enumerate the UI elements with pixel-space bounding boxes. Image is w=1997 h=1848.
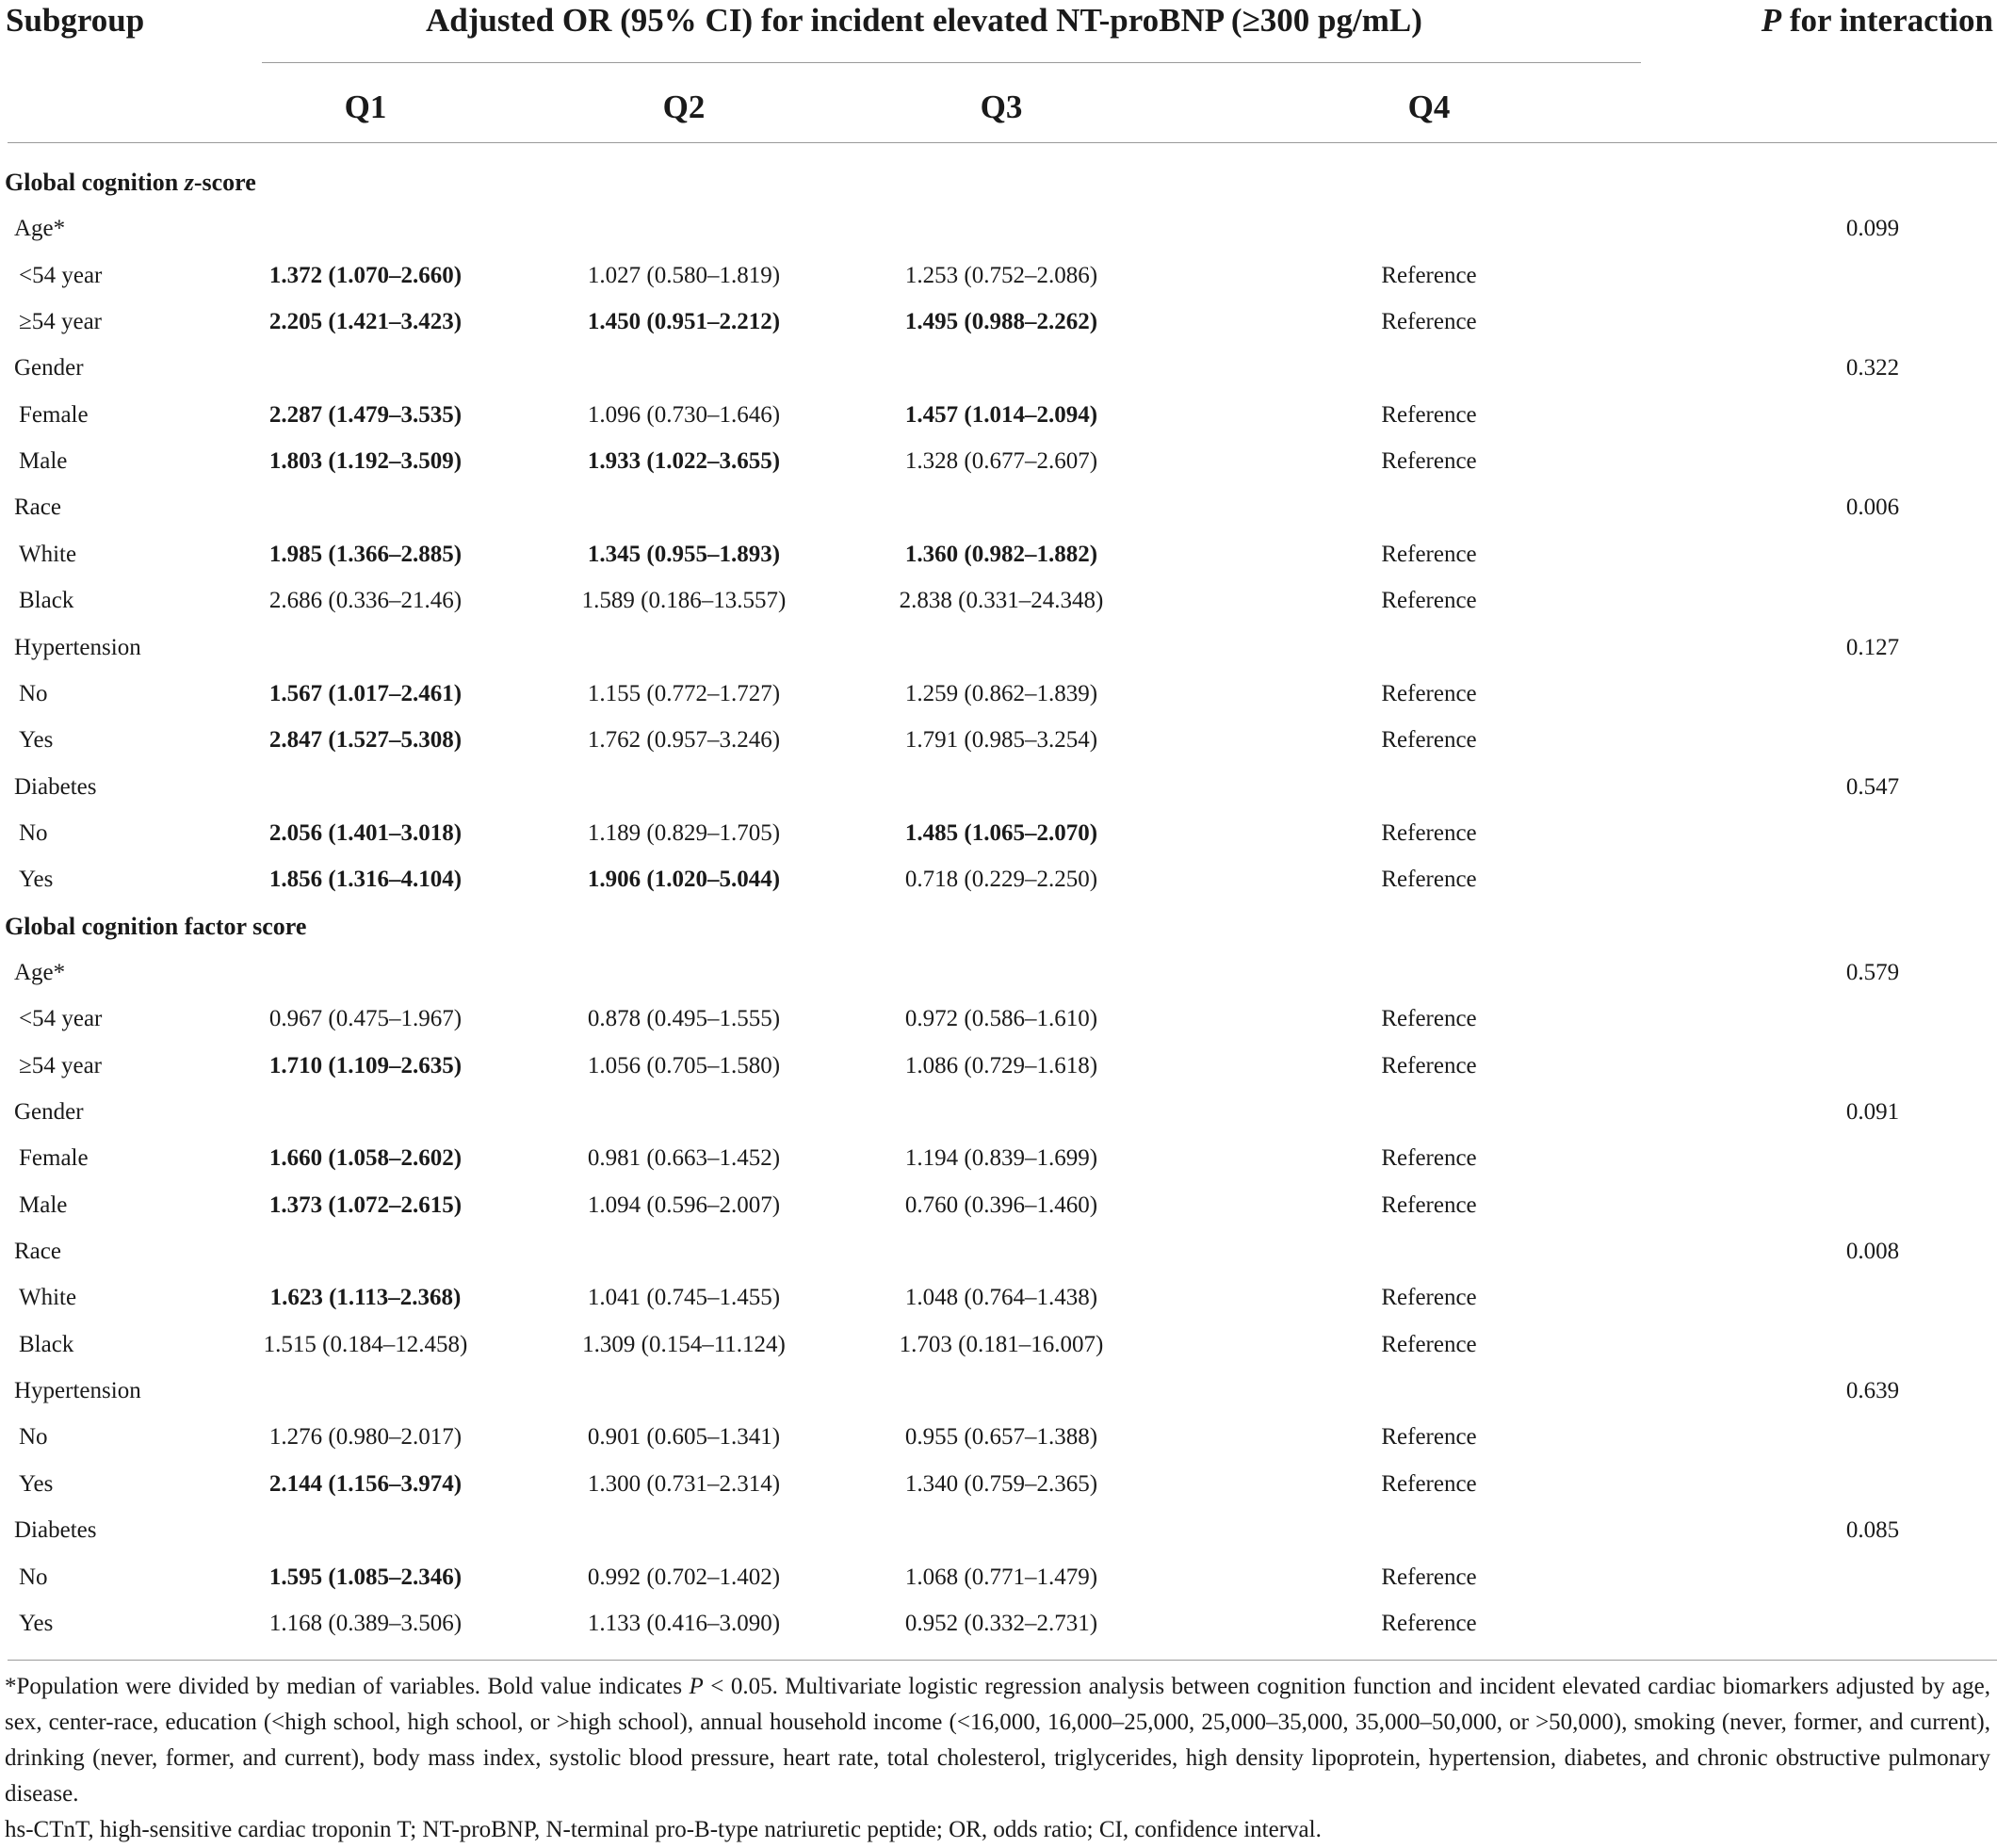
level-label: Black xyxy=(19,588,74,614)
level-label: Yes xyxy=(19,1470,54,1497)
q4-value: Reference xyxy=(1381,1610,1477,1636)
p-interaction-value: 0.322 xyxy=(1845,355,1900,381)
q2-value: 1.345 (0.955–1.893) xyxy=(587,541,781,567)
p-interaction-value: 0.579 xyxy=(1845,959,1900,985)
table-row xyxy=(0,531,1997,577)
level-label: No xyxy=(19,819,48,846)
p-interaction-value: 0.008 xyxy=(1845,1239,1900,1265)
level-label: ≥54 year xyxy=(19,1052,102,1078)
subgroup-row xyxy=(0,1228,1997,1274)
q3-value: 1.048 (0.764–1.438) xyxy=(904,1285,1098,1311)
q2-value: 0.878 (0.495–1.555) xyxy=(587,1006,781,1032)
subgroup-label: Race xyxy=(14,1239,61,1265)
subgroup-row xyxy=(0,1089,1997,1135)
table-footnotes xyxy=(5,1669,1990,1848)
q3-value: 2.838 (0.331–24.348) xyxy=(899,588,1104,614)
q4-value: Reference xyxy=(1381,309,1477,335)
level-label: Female xyxy=(19,1145,89,1172)
section-row xyxy=(0,903,1997,949)
table-row xyxy=(0,856,1997,902)
q1-value: 2.056 (1.401–3.018) xyxy=(268,819,463,846)
q2-value: 1.027 (0.580–1.819) xyxy=(587,262,781,288)
table-bottom-rule xyxy=(8,1660,1997,1661)
section-title xyxy=(5,903,306,949)
table-row xyxy=(0,1321,1997,1368)
subgroup-label: Gender xyxy=(14,1099,84,1125)
header-span-rule xyxy=(262,62,1641,63)
header-q3: Q3 xyxy=(980,89,1023,125)
q3-value: 1.703 (0.181–16.007) xyxy=(899,1331,1104,1357)
footnote-abbreviations: hs-CTnT, high-sensitive cardiac troponin T; NT-proBNP, N-terminal pro-B-type natriuretic peptide; OR, odds ratio; CI, confidence interval. xyxy=(5,1817,1322,1842)
q1-value: 1.595 (1.085–2.346) xyxy=(268,1564,463,1590)
q3-value: 0.955 (0.657–1.388) xyxy=(904,1424,1098,1451)
p-interaction-value: 0.006 xyxy=(1845,494,1900,521)
q1-value: 1.985 (1.366–2.885) xyxy=(268,541,463,567)
q2-value: 1.096 (0.730–1.646) xyxy=(587,401,781,428)
q4-value: Reference xyxy=(1381,1052,1477,1078)
q1-value: 1.276 (0.980–2.017) xyxy=(268,1424,463,1451)
q3-value: 1.457 (1.014–2.094) xyxy=(904,401,1098,428)
table-row xyxy=(0,717,1997,763)
section-title-prefix: Global cognition xyxy=(5,169,185,196)
header-q4: Q4 xyxy=(1407,89,1451,125)
q1-value: 1.372 (1.070–2.660) xyxy=(268,262,463,288)
p-interaction-value: 0.547 xyxy=(1845,773,1900,800)
table-row xyxy=(0,810,1997,856)
q3-value: 1.485 (1.065–2.070) xyxy=(904,819,1098,846)
section-title xyxy=(5,159,256,205)
footnote-main xyxy=(5,1669,1990,1812)
level-label: Black xyxy=(19,1331,74,1357)
table-row xyxy=(0,1043,1997,1089)
q2-value: 1.133 (0.416–3.090) xyxy=(587,1610,781,1636)
header-adjusted-or-text: Adjusted OR (95% CI) for incident elevated NT-proBNP (≥300 pg/mL) xyxy=(426,2,1422,39)
q3-value: 1.194 (0.839–1.699) xyxy=(904,1145,1098,1172)
subgroup-label: Diabetes xyxy=(14,773,97,800)
q3-value: 1.068 (0.771–1.479) xyxy=(904,1564,1098,1590)
q1-value: 1.660 (1.058–2.602) xyxy=(268,1145,463,1172)
p-interaction-value: 0.127 xyxy=(1845,634,1900,660)
q2-value: 1.300 (0.731–2.314) xyxy=(587,1470,781,1497)
subgroup-row xyxy=(0,624,1997,671)
q2-value: 1.450 (0.951–2.212) xyxy=(587,309,781,335)
level-label: ≥54 year xyxy=(19,309,102,335)
subgroup-label: Hypertension xyxy=(14,1378,141,1404)
header-p-italic: P xyxy=(1761,2,1782,39)
q3-value: 1.328 (0.677–2.607) xyxy=(904,448,1098,475)
q1-value: 1.710 (1.109–2.635) xyxy=(268,1052,463,1078)
subgroup-label: Age* xyxy=(14,959,66,985)
level-label: <54 year xyxy=(19,262,103,288)
q3-value: 1.259 (0.862–1.839) xyxy=(904,680,1098,706)
q1-value: 1.567 (1.017–2.461) xyxy=(268,680,463,706)
q4-value: Reference xyxy=(1381,262,1477,288)
q3-value: 1.495 (0.988–2.262) xyxy=(904,309,1098,335)
subgroup-label: Race xyxy=(14,494,61,521)
table-row xyxy=(0,252,1997,299)
q4-value: Reference xyxy=(1381,448,1477,475)
q2-value: 1.094 (0.596–2.007) xyxy=(587,1191,781,1218)
q3-value: 1.360 (0.982–1.882) xyxy=(904,541,1098,567)
header-subgroup: Subgroup xyxy=(6,2,145,39)
q3-value: 1.340 (0.759–2.365) xyxy=(904,1470,1098,1497)
p-interaction-value: 0.085 xyxy=(1845,1517,1900,1544)
table-row xyxy=(0,392,1997,438)
q2-value: 0.901 (0.605–1.341) xyxy=(587,1424,781,1451)
q1-value: 1.623 (1.113–2.368) xyxy=(269,1285,462,1311)
q4-value: Reference xyxy=(1381,1285,1477,1311)
subgroup-row xyxy=(0,949,1997,996)
q2-value: 1.189 (0.829–1.705) xyxy=(587,819,781,846)
q2-value: 1.589 (0.186–13.557) xyxy=(581,588,787,614)
q1-value: 2.686 (0.336–21.46) xyxy=(268,588,463,614)
section-title-italic: z xyxy=(184,169,194,196)
q1-value: 2.847 (1.527–5.308) xyxy=(268,727,463,754)
table-row xyxy=(0,1461,1997,1507)
q3-value: 0.972 (0.586–1.610) xyxy=(904,1006,1098,1032)
q2-value: 1.762 (0.957–3.246) xyxy=(587,727,781,754)
p-interaction-value: 0.091 xyxy=(1845,1099,1900,1125)
section-title-suffix: -score xyxy=(193,169,256,196)
q3-value: 1.791 (0.985–3.254) xyxy=(904,727,1098,754)
q3-value: 0.760 (0.396–1.460) xyxy=(904,1191,1098,1218)
level-label: Yes xyxy=(19,867,54,893)
level-label: No xyxy=(19,680,48,706)
table-row xyxy=(0,1554,1997,1600)
q1-value: 2.144 (1.156–3.974) xyxy=(268,1470,463,1497)
q1-value: 1.515 (0.184–12.458) xyxy=(263,1331,468,1357)
q4-value: Reference xyxy=(1381,541,1477,567)
level-label: <54 year xyxy=(19,1006,103,1032)
q2-value: 1.041 (0.745–1.455) xyxy=(587,1285,781,1311)
q4-value: Reference xyxy=(1381,727,1477,754)
subgroup-label: Age* xyxy=(14,216,66,242)
table-row xyxy=(0,577,1997,624)
header-q2: Q2 xyxy=(662,89,706,125)
q4-value: Reference xyxy=(1381,1006,1477,1032)
level-label: Female xyxy=(19,401,89,428)
q4-value: Reference xyxy=(1381,819,1477,846)
level-label: Yes xyxy=(19,1610,54,1636)
subgroup-row xyxy=(0,1368,1997,1414)
table-row xyxy=(0,1182,1997,1228)
q1-value: 0.967 (0.475–1.967) xyxy=(268,1006,463,1032)
section-title-prefix: Global cognition factor score xyxy=(5,912,307,940)
level-label: No xyxy=(19,1564,48,1590)
table-row xyxy=(0,1274,1997,1321)
header-q1: Q1 xyxy=(344,89,387,125)
level-label: Male xyxy=(19,448,68,475)
footnote-part1: *Population were divided by median of variables. Bold value indicates xyxy=(5,1674,690,1699)
subgroup-label: Gender xyxy=(14,355,84,381)
subgroup-row xyxy=(0,764,1997,810)
subgroup-label: Hypertension xyxy=(14,634,141,660)
q4-value: Reference xyxy=(1381,1424,1477,1451)
q2-value: 1.906 (1.020–5.044) xyxy=(587,867,781,893)
q2-value: 0.992 (0.702–1.402) xyxy=(587,1564,781,1590)
q4-value: Reference xyxy=(1381,1331,1477,1357)
level-label: No xyxy=(19,1424,48,1451)
footnote-p-italic: P xyxy=(689,1674,704,1699)
table-row xyxy=(0,1414,1997,1460)
table-row xyxy=(0,299,1997,345)
level-label: Male xyxy=(19,1191,68,1218)
table-row xyxy=(0,438,1997,484)
q2-value: 1.309 (0.154–11.124) xyxy=(582,1331,786,1357)
q1-value: 1.856 (1.316–4.104) xyxy=(268,867,463,893)
p-interaction-value: 0.099 xyxy=(1845,216,1900,242)
q3-value: 0.952 (0.332–2.731) xyxy=(904,1610,1098,1636)
level-label: White xyxy=(19,1285,77,1311)
table-row xyxy=(0,1600,1997,1646)
q2-value: 1.933 (1.022–3.655) xyxy=(587,448,781,475)
q1-value: 1.168 (0.389–3.506) xyxy=(268,1610,463,1636)
q1-value: 2.205 (1.421–3.423) xyxy=(268,309,463,335)
q4-value: Reference xyxy=(1381,1564,1477,1590)
footnote-part2: < 0.05. Multivariate logistic regression analysis between cognition function and incident elevated cardiac biomarkers adjusted by age, sex, center-race, education (<high school, high school, or >high school), annual household income (<16,000, 16,000–25,000, 25,000–35,000, 35,000–50,000, or >50,000), smoking (never, former, and current), drinking (never, former, and current), body mass index, systolic blood pressure, heart rate, total cholesterol, triglycerides, high density lipoprotein, hypertension, diabetes, and chronic obstructive pulmonary disease. xyxy=(5,1674,1990,1807)
q2-value: 1.056 (0.705–1.580) xyxy=(587,1052,781,1078)
q3-value: 1.086 (0.729–1.618) xyxy=(904,1052,1098,1078)
q4-value: Reference xyxy=(1381,1145,1477,1172)
q4-value: Reference xyxy=(1381,588,1477,614)
table-row xyxy=(0,996,1997,1042)
header-p-rest: for interaction xyxy=(1781,2,1993,39)
p-interaction-value: 0.639 xyxy=(1845,1378,1900,1404)
q1-value: 1.803 (1.192–3.509) xyxy=(268,448,463,475)
q1-value: 1.373 (1.072–2.615) xyxy=(268,1191,463,1218)
table-row xyxy=(0,671,1997,717)
level-label: Yes xyxy=(19,727,54,754)
q3-value: 1.253 (0.752–2.086) xyxy=(904,262,1098,288)
subgroup-label: Diabetes xyxy=(14,1517,97,1544)
q4-value: Reference xyxy=(1381,1191,1477,1218)
q3-value: 0.718 (0.229–2.250) xyxy=(904,867,1098,893)
q4-value: Reference xyxy=(1381,401,1477,428)
header-p-interaction xyxy=(1762,2,1993,40)
q4-value: Reference xyxy=(1381,680,1477,706)
q4-value: Reference xyxy=(1381,867,1477,893)
header-bottom-rule xyxy=(8,142,1997,143)
table-row xyxy=(0,1135,1997,1181)
subgroup-row xyxy=(0,345,1997,391)
q4-value: Reference xyxy=(1381,1470,1477,1497)
q2-value: 0.981 (0.663–1.452) xyxy=(587,1145,781,1172)
q1-value: 2.287 (1.479–3.535) xyxy=(268,401,463,428)
subgroup-row xyxy=(0,1507,1997,1553)
subgroup-row xyxy=(0,484,1997,530)
level-label: White xyxy=(19,541,77,567)
section-row xyxy=(0,159,1997,205)
subgroup-row xyxy=(0,205,1997,251)
q2-value: 1.155 (0.772–1.727) xyxy=(587,680,781,706)
